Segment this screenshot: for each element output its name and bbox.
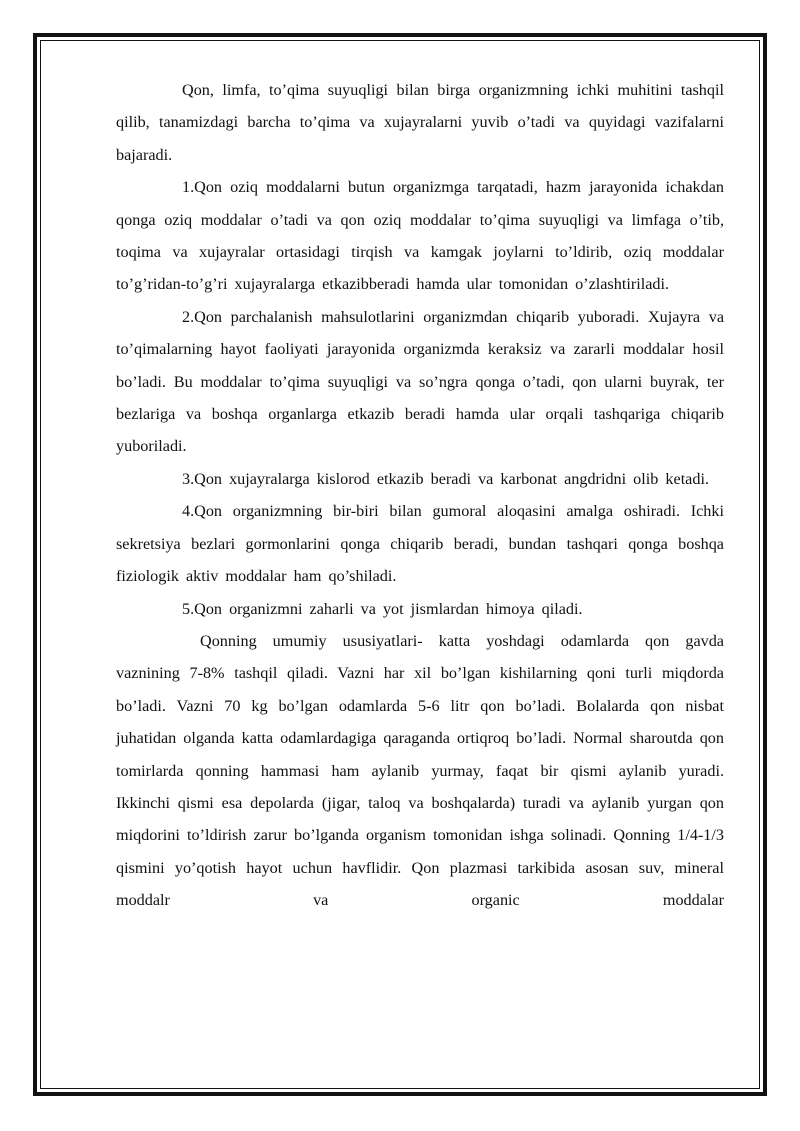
paragraph-function-2: 2.Qon parchalanish mahsulotlarini organizmdan chiqarib yuboradi. Xujayra va to’qimalarning hayot faoliyati jarayonida organizmda keraksiz va zararli moddalar hosil bo’ladi. Bu moddalar to’qima suyuqligi va so’ngra qonga o’tadi, qon ularni buyrak, ter bezlariga va boshqa organlarga etkazib beradi hamda ular orqali tashqariga chiqarib yuboriladi. <box>116 307 724 456</box>
paragraph-intro: Qon, limfa, to’qima suyuqligi bilan birga organizmning ichki muhitini tashqil qilib, tanamizdagi barcha to’qima va xujayralarni yuvib o’tadi va quyidagi vazifalarni bajaradi. <box>116 81 724 164</box>
paragraph-function-5: 5.Qon organizmni zaharli va yot jismlardan himoya qiladi. <box>182 599 583 618</box>
paragraph-function-1: 1.Qon oziq moddalarni butun organizmga tarqatadi, hazm jarayonida ichakdan qonga oziq moddalar o’tadi va qon oziq moddalar to’qima suyuqligi va limfaga o’tib, toqima va xujayralar ortasidagi tirqish va kamgak joylarni to’ldirib, oziq moddalar to’g’ridan-to’g’ri xujayralarga etkazibberadi hamda ular tomonidan o’zlashtiriladi. <box>116 178 724 294</box>
document-body <box>116 74 724 917</box>
paragraph-function-4: 4.Qon organizmning bir-biri bilan gumoral aloqasini amalga oshiradi. Ichki sekretsiya bezlari gormonlarini qonga chiqarib beradi, bundan tashqari qonga boshqa fiziologik aktiv moddalar ham qo’shiladi. <box>116 502 724 586</box>
paragraph-general-properties: Qonning umumiy ususiyatlari- katta yoshdagi odamlarda qon gavda vaznining 7-8% tashqil qiladi. Vazni har xil bo’lgan kishilarning qoni turli miqdorda bo’ladi. Vazni 70 kg bo’lgan odamlarda 5-6 litr qon bo’ladi. Bolalarda qon nisbat juhatidan olganda katta odamlardagiga qaraganda ortiqroq bo’ladi. Normal sharoutda qon tomirlarda qonning hammasi ham aylanib yurmay, faqat bir qismi aylanib yuradi. Ikkinchi qismi esa depolarda (jigar, taloq va boshqalarda) turadi va aylanib yurgan qon miqdorini to’ldirish zarur bo’lganda organism tomonidan ishga solinadi. Qonning 1/4-1/3 qismini yo’qotish hayot uchun havflidir. Qon plazmasi tarkibida asosan suv, mineral moddalr va organic moddalar <box>116 631 724 910</box>
paragraph-function-3: 3.Qon xujayralarga kislorod etkazib beradi va karbonat angdridni olib ketadi. <box>182 469 710 488</box>
